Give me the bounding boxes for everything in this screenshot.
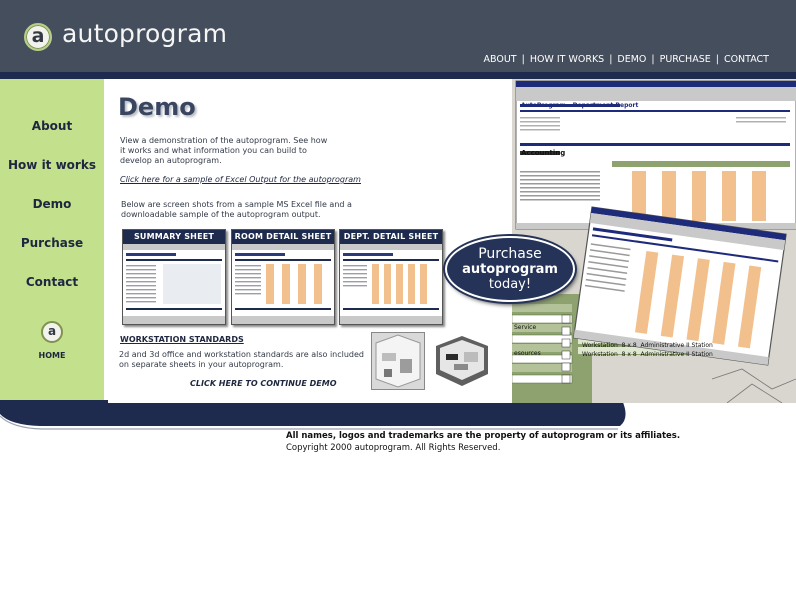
collage-rows — [582, 341, 713, 359]
excel-sample-link[interactable]: Click here for a sample of Excel Output for the autoprogram — [120, 175, 361, 184]
intro-text — [120, 136, 327, 166]
purchase-line-1: Purchase — [478, 245, 542, 262]
nav-separator: | — [609, 54, 613, 65]
home-icon-letter: a — [47, 324, 57, 338]
home-icon[interactable] — [41, 321, 63, 343]
nav-separator: | — [715, 54, 719, 65]
thumbnail-preview — [340, 244, 442, 324]
room-detail-sheet-thumbnail[interactable] — [231, 229, 335, 325]
summary-sheet-thumbnail[interactable] — [122, 229, 226, 325]
sidebar-item-demo[interactable]: Demo — [32, 197, 72, 211]
thumbnail-preview — [232, 244, 334, 324]
sidebar-item-contact[interactable]: Contact — [25, 275, 79, 289]
nav-separator: | — [521, 54, 525, 65]
purchase-line-2: autoprogram — [462, 261, 558, 277]
main-content — [108, 79, 512, 403]
thumbnail-label: ROOM DETAIL SHEET — [232, 230, 334, 244]
excel-screenshot-collage — [512, 79, 796, 403]
header-divider — [0, 72, 796, 79]
logo-letter: a — [31, 24, 45, 47]
sidebar — [0, 79, 104, 403]
dept-detail-sheet-thumbnail[interactable] — [339, 229, 443, 325]
workstation-standards-heading[interactable]: WORKSTATION STANDARDS — [120, 335, 244, 344]
page-title: Demo — [118, 93, 196, 121]
screens-line: Below are screen shots from a sample MS Excel file and a — [121, 200, 352, 209]
collage-side-label: Service — [514, 324, 537, 331]
sidebar-item-how-it-works[interactable]: How it works — [8, 158, 96, 172]
footer-trademark: All names, logos and trademarks are the property of autoprogram or its affiliates. — [286, 431, 681, 441]
intro-line: View a demonstration of the autoprogram. See how — [120, 136, 328, 145]
thumbnail-label: SUMMARY SHEET — [123, 230, 225, 244]
purchase-today-button[interactable] — [445, 236, 575, 302]
continue-demo-link[interactable]: CLICK HERE TO CONTINUE DEMO — [190, 379, 337, 388]
workstation-line: on separate sheets in your autoprogram. — [119, 360, 284, 369]
collage-row: Workstation 8 x 8 Administrative II Station — [582, 351, 713, 358]
nav-demo[interactable]: DEMO — [617, 54, 647, 65]
workstation-line: 2d and 3d office and workstation standards are also included — [119, 350, 365, 359]
footer-swoosh — [0, 398, 640, 432]
purchase-line-3: today! — [488, 276, 532, 292]
top-navigation — [484, 54, 769, 65]
screens-text — [121, 200, 352, 220]
collage-section: Accounting — [521, 149, 566, 157]
nav-contact[interactable]: CONTACT — [723, 54, 769, 65]
brand-name[interactable]: autoprogram — [62, 19, 228, 48]
site-header — [0, 0, 796, 72]
collage-report-title: AutoProgram - Department Report — [521, 102, 639, 109]
workstation-3d-image[interactable] — [432, 332, 484, 388]
office-3d-image[interactable] — [371, 332, 425, 390]
collage-row: Workstation 8 x 8 Administrative II Station — [582, 342, 713, 349]
intro-line: develop an autoprogram. — [120, 156, 222, 165]
logo-icon[interactable] — [24, 23, 52, 51]
thumbnail-preview — [123, 244, 225, 324]
nav-separator: | — [651, 54, 655, 65]
home-link[interactable]: HOME — [38, 351, 66, 360]
nav-how-it-works[interactable]: HOW IT WORKS — [529, 54, 605, 65]
sidebar-item-about[interactable]: About — [31, 119, 73, 133]
workstation-text — [119, 350, 364, 370]
intro-line: it works and what information you can build to — [120, 146, 307, 155]
nav-about[interactable]: ABOUT — [483, 54, 517, 65]
sidebar-item-purchase[interactable]: Purchase — [20, 236, 84, 250]
nav-purchase[interactable]: PURCHASE — [659, 54, 711, 65]
thumbnail-label: DEPT. DETAIL SHEET — [340, 230, 442, 244]
screens-line: downloadable sample of the autoprogram output. — [121, 210, 321, 219]
footer-copyright: Copyright 2000 autoprogram. All Rights Reserved. — [286, 443, 501, 453]
collage-side-label: esources — [514, 350, 541, 357]
